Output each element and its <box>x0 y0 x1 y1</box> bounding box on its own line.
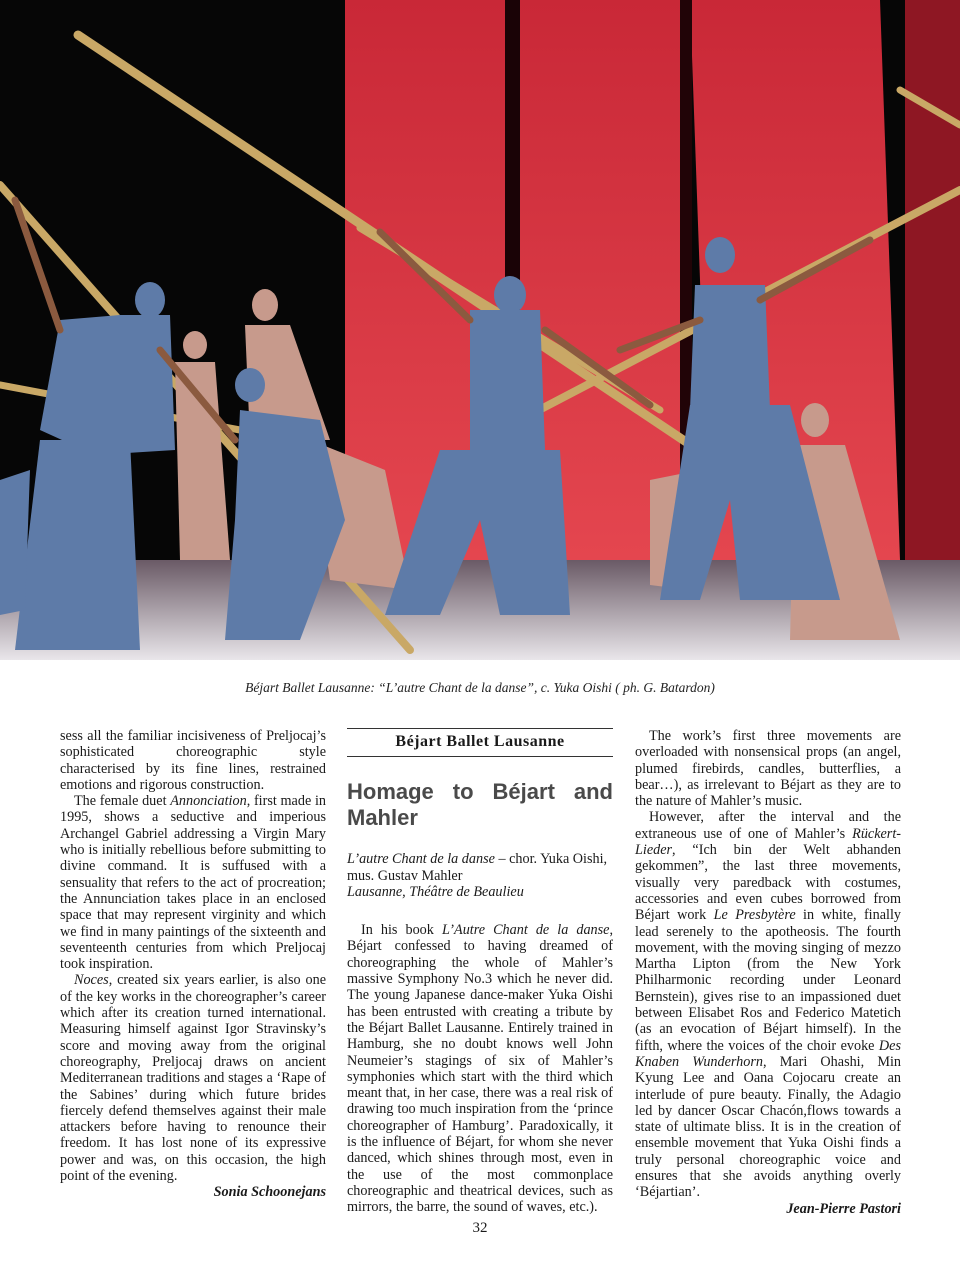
left-paragraph-3 <box>60 972 326 1184</box>
text-span: In his book <box>361 922 442 939</box>
work-title-wunderhorn: Des Knaben Wunderhorn <box>635 1037 901 1070</box>
work-title-presbytere: Le Presbytère <box>713 907 796 924</box>
work-title: L’autre Chant de la danse <box>347 851 495 868</box>
left-signature: Sonia Schoonejans <box>213 1184 326 1201</box>
right-paragraph-2 <box>635 809 901 1200</box>
middle-column <box>347 728 613 1216</box>
venue: Lausanne, Théâtre de Beaulieu <box>347 883 524 900</box>
right-paragraph-1: The work’s first three movements are overloaded with nonsensical props (an angel, plumed firebirds, candles, butterflies, a bear…), as irrelevant to Béjart as they are to the nature of Mahler’s music. <box>635 728 901 810</box>
text-span: , created six years earlier, is also one of the key works in the choreographer’s career which after its creation turned international. Measuring himself against Igor Stravinsky’s score and moving away from the original choreography, Preljocaj draws on ancient Mediterranean traditions and stages a ‘Rape of the Sabines’ during which future brides fiercely defend themselves against their male attackers before having to renounce their freedom. It has lost none of its expressive power and was, on this occasion, the high point of the evening. <box>60 972 326 1185</box>
article-headline: Homage to Béjart and Mahler <box>347 779 613 831</box>
middle-paragraph-1 <box>347 922 613 1215</box>
left-paragraph-1: sess all the familiar incisiveness of Preljocaj’s sophisticated choreographic style characterised by its fine lines, restrained emotions and rigorous construction. <box>60 728 326 793</box>
work-title-annonciation: Annonciation <box>170 793 247 810</box>
section-heading: Béjart Ballet Lausanne <box>347 728 613 757</box>
right-signature: Jean-Pierre Pastori <box>786 1200 901 1217</box>
text-span: in white, finally lead serenely to the apotheosis. The fourth movement, with the moving singing of mezzo Martha Lipton (from the New York Philharmonic recording under Leonard Bernstein), gives rise to an impassioned duet between Elisabet Ros and Federico Matetich (as an evocation of Béjart himself). In the fifth, where the voices of the choir evoke <box>635 907 901 1054</box>
text-span: The female duet <box>74 793 171 810</box>
left-paragraph-2 <box>60 793 326 972</box>
photo-caption: Béjart Ballet Lausanne: “L’autre Chant de la danse”, c. Yuka Oishi ( ph. G. Batardon) <box>245 680 715 695</box>
left-column <box>60 728 326 1201</box>
text-span: , Béjart confessed to having dreamed of choreographing the whole of Mahler’s massive Symphony No.3 which he never did. The young Japanese dance-maker Yuka Oishi has been entrusted with creating a tribute by the Béjart Ballet Lausanne. Entirely trained in Hamburg, she no doubt knows well John Neumeier’s stagings of six of Mahler’s symphonies which start with the third which meant that, in her case, there was a real risk of drawing too much inspiration from the ‘prince choreographer of Hamburg’. Paradoxically, it is the influence of Béjart, for whom she never danced, which shines through most, even in the use of the most commonplace choreographic and theatrical devices, such as mirrors, the barre, the sound of waves, etc.). <box>347 922 614 1216</box>
page-number: 32 <box>472 1220 488 1236</box>
text-span: However, after the interval and the extraneous use of one of Mahler’s <box>635 809 901 842</box>
right-column <box>635 728 901 1217</box>
work-title-noces: Noces <box>74 972 109 989</box>
performance-credits <box>347 851 613 900</box>
text-span: , “Ich bin der Welt abhanden gekommen”, the last three movements, visually very paredback with costumes, accessories and even cubes borrowed from Béjart work <box>635 842 901 924</box>
book-title: L’Autre Chant de la danse <box>441 922 610 939</box>
credit-text: – chor. Yuka Oishi, mus. Gustav Mahler <box>347 851 608 884</box>
text-span: , first made in 1995, shows a seductive and imperious Archangel Gabriel addressing a Virgin Mary who is initially rebellious before submitting to divine command. It is suffused with a sensuality that refers to the act of procreation; the Annunciation takes place in an enclosed space that may represent virginity and which we find in many paintings of the sixteenth and seventeenth centuries from which Preljocaj took inspiration. <box>60 793 326 973</box>
text-span: , Mari Ohashi, Min Kyung Lee and Oana Cojocaru create an interlude of pure beauty. Finally, the Adagio led by dancer Oscar Chacón,flows towards a state of ultimate bliss. It is in the creation of ensemble movement that Yuka Oishi finds a truly personal choreographic voice and ensures that she avoids anything overly ‘Béjartian’. <box>635 1053 901 1201</box>
song-title: Rückert-Lieder <box>635 825 901 859</box>
